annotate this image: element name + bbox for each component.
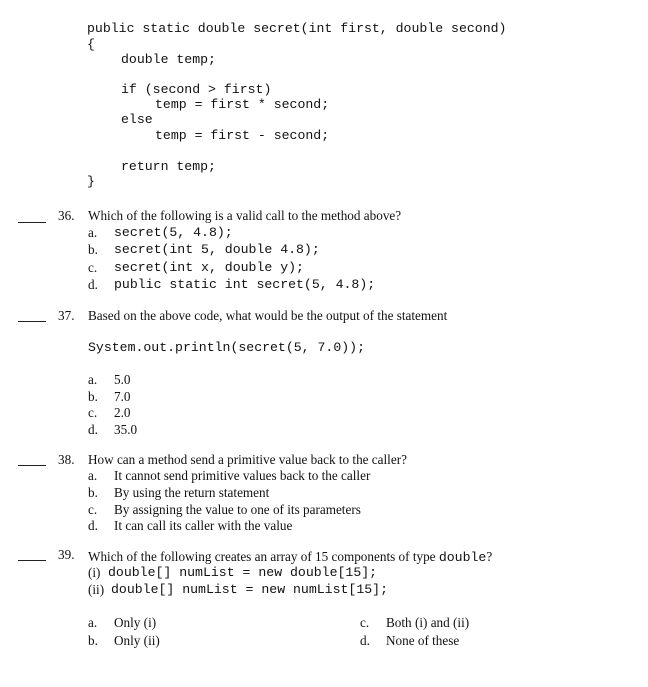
answer-blank[interactable] [18, 560, 46, 561]
option-text: By assigning the value to one of its parameters [114, 502, 361, 517]
code-line-declaration: double temp; [121, 52, 216, 67]
code-line-open-brace: { [87, 37, 95, 52]
code-line-if: if (second > first) [121, 82, 272, 97]
option-text: Only (i) [114, 615, 157, 630]
option-letter: a. [88, 615, 98, 630]
option-letter: b. [88, 389, 98, 404]
code-line-return: return temp; [121, 159, 216, 174]
question-number: 37. [58, 308, 75, 323]
code-statement: System.out.println(secret(5, 7.0)); [88, 340, 365, 355]
code-line-else-body: temp = first - second; [155, 128, 330, 143]
option-letter: b. [88, 485, 98, 500]
option-text: It can call its caller with the value [114, 518, 293, 533]
code-line-else: else [121, 112, 153, 127]
question-text: How can a method send a primitive value back to the caller? [88, 452, 407, 467]
option-text: 5.0 [114, 372, 131, 387]
option-text: secret(5, 4.8); [114, 225, 233, 240]
question-text: Based on the above code, what would be the output of the statement [88, 308, 448, 323]
option-letter: d. [88, 518, 98, 533]
question-number: 38. [58, 452, 75, 467]
option-letter: b. [88, 242, 98, 257]
option-letter: c. [88, 502, 98, 517]
option-text: Only (ii) [114, 633, 160, 648]
option-letter: d. [88, 277, 98, 292]
question-number: 39. [58, 547, 75, 562]
option-text: public static int secret(5, 4.8); [114, 277, 376, 292]
question-text [88, 548, 492, 566]
option-text: 2.0 [114, 405, 131, 420]
option-text: secret(int 5, double 4.8); [114, 242, 320, 257]
option-text: Both (i) and (ii) [386, 615, 470, 630]
code-line-if-body: temp = first * second; [155, 97, 330, 112]
answer-blank[interactable] [18, 465, 46, 466]
option-text: 7.0 [114, 389, 131, 404]
item-code: double[] numList = new double[15]; [108, 565, 378, 580]
answer-blank[interactable] [18, 222, 46, 223]
question-text: Which of the following is a valid call to the method above? [88, 208, 402, 223]
option-letter: a. [88, 225, 98, 240]
question-text-code: double [438, 550, 487, 565]
question-text-post: ? [486, 549, 493, 564]
item-label: (i) [88, 565, 101, 580]
option-letter: d. [88, 422, 98, 437]
code-line-close-brace: } [87, 174, 95, 189]
option-text: By using the return statement [114, 485, 270, 500]
option-text: None of these [386, 633, 460, 648]
question-text-pre: Which of the following creates an array of 15 components of type [88, 549, 439, 564]
option-text: It cannot send primitive values back to the caller [114, 468, 371, 483]
option-text: secret(int x, double y); [114, 260, 304, 275]
option-letter: b. [88, 633, 98, 648]
code-line-signature: public static double secret(int first, double second) [87, 21, 507, 36]
option-letter: a. [88, 468, 98, 483]
option-letter: c. [360, 615, 370, 630]
answer-blank[interactable] [18, 321, 46, 322]
item-label: (ii) [88, 582, 105, 597]
item-code: double[] numList = new numList[15]; [111, 582, 388, 597]
option-letter: d. [360, 633, 370, 648]
option-letter: c. [88, 260, 98, 275]
option-letter: c. [88, 405, 98, 420]
question-number: 36. [58, 208, 75, 223]
option-text: 35.0 [114, 422, 138, 437]
option-letter: a. [88, 372, 98, 387]
